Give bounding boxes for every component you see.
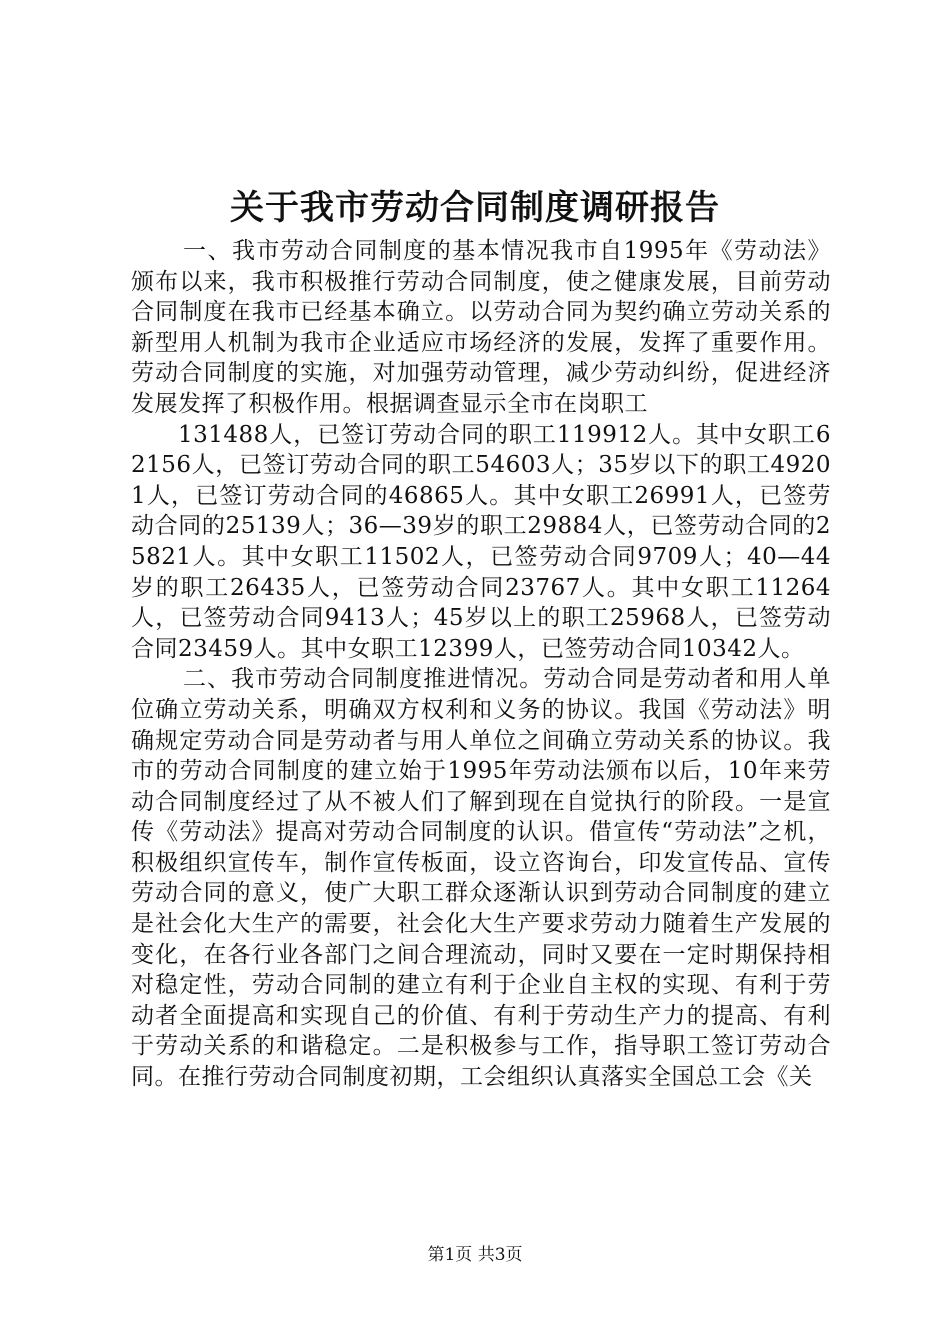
document-body [131, 236, 831, 1093]
document-title: 关于我市劳动合同制度调研报告 [230, 188, 720, 228]
page-number-footer: 第1页 共3页 [427, 1245, 523, 1265]
paragraph-progress: 二、我市劳动合同制度推进情况。劳动合同是劳动者和用人单位确立劳动关系，明确双方权利和义务的协议。我国《劳动法》明确规定劳动合同是劳动者与用人单位之间确立劳动关系的协议。我市的劳动合同制度的建立始于1995年劳动法颁布以后，10年来劳动合同制度经过了从不被人们了解到现在自觉执行的阶段。一是宣传《劳动法》提高对劳动合同制度的认识。借宣传“劳动法”之机，积极组织宣传车，制作宣传板面，设立咨询台，印发宣传品、宣传劳动合同的意义，使广大职工群众逐渐认识到劳动合同制度的建立是社会化大生产的需要，社会化大生产要求劳动力随着生产发展的变化，在各行业各部门之间合理流动，同时又要在一定时期保持相对稳定性，劳动合同制的建立有利于企业自主权的实现、有利于劳动者全面提高和实现自己的价值、有利于劳动生产力的提高、有利于劳动关系的和谐稳定。二是积极参与工作，指导职工签订劳动合同。在推行劳动合同制度初期，工会组织认真落实全国总工会《关 [131, 666, 831, 1091]
paragraph-basic-situation: 一、我市劳动合同制度的基本情况我市自1995年《劳动法》颁布以来，我市积极推行劳动合同制度，使之健康发展，目前劳动合同制度在我市已经基本确立。以劳动合同为契约确立劳动关系的新型用人机制为我市企业适应市场经济的发展，发挥了重要作用。劳动合同制度的实施，对加强劳动管理，减少劳动纠纷，促进经济发展发挥了积极作用。根据调查显示全市在岗职工 [131, 238, 831, 417]
paragraph-statistics: 131488人，已签订劳动合同的职工119912人。其中女职工62156人，已签订劳动合同的职工54603人；35岁以下的职工49201人，已签订劳动合同的46865人。其中女职工26991人，已签劳动合同的25139人；36—39岁的职工29884人，已签劳动合同的25821人。其中女职工11502人，已签劳动合同9709人；40—44岁的职工26435人，已签劳动合同23767人。其中女职工11264人，已签劳动合同9413人；45岁以上的职工25968人，已签劳动合同23459人。其中女职工12399人，已签劳动合同10342人。 [131, 421, 831, 662]
